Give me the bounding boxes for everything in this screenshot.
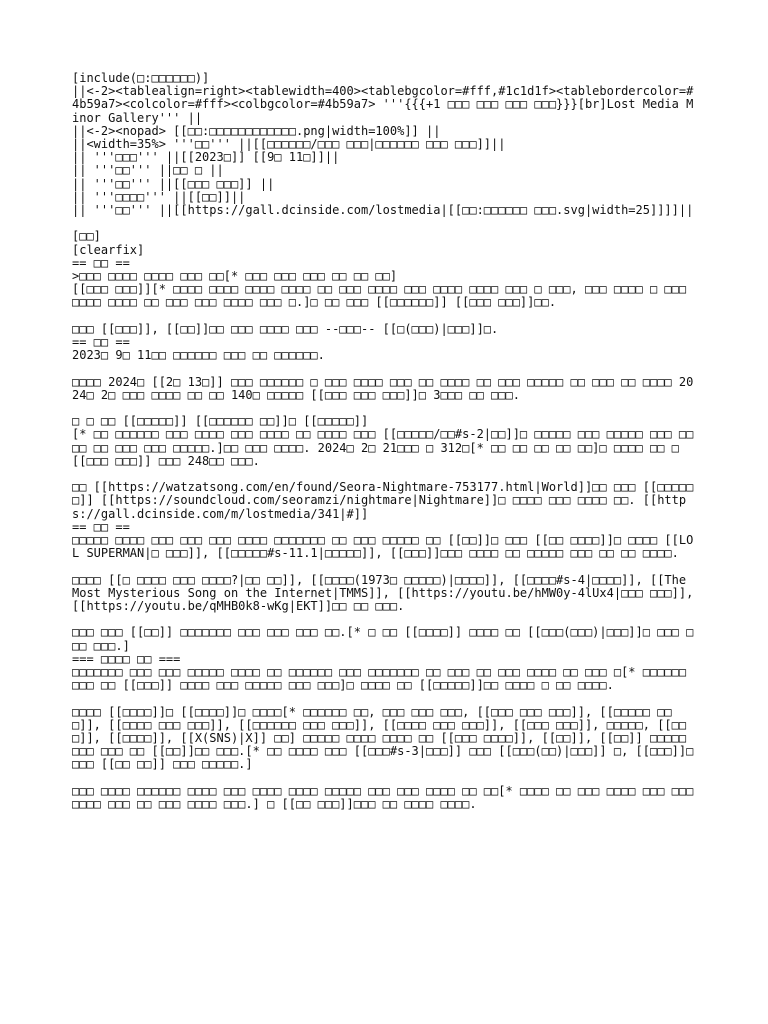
source-line: || '''□□''' ||[[https://gall.dcinside.com/lostmedia|[[□□:□□□□□□ □□□.svg|width=25]]]]||: [72, 203, 694, 218]
blank-line: [72, 772, 696, 785]
source-line: >□□□ □□□□ □□□□ □□□ □□[* □□□ □□□ □□□ □□ □□ □□]: [72, 269, 398, 284]
source-line: == □□ ==: [72, 255, 130, 270]
source-line: || '''□□□''' ||[[2023□]] [[9□ 11□]]||: [72, 150, 340, 165]
source-line: [□□]: [72, 229, 101, 244]
source-line: === □□□□ □□ ===: [72, 651, 181, 666]
source-line: □□□ □□□ [[□□]] □□□□□□□ □□□ □□□ □□□ □□.[* □ □□ [[□□□□]] □□□□ □□ [[□□□(□□□)|□□□]]□ □□□ □□□ □□□.]: [72, 625, 694, 653]
source-line: □□□ [[□□□]], [[□□]]□□ □□□ □□□□ □□□ --□□□-- [[□(□□□)|□□□]]□.: [72, 321, 499, 336]
source-line: [include(□:□□□□□□)]: [72, 71, 210, 85]
blank-line: [72, 560, 696, 573]
source-line: || '''□□□□''' ||[[□□]]||: [72, 189, 246, 204]
source-line: || '''□□''' ||□□ □ ||: [72, 163, 224, 178]
blank-line: [72, 310, 696, 323]
source-line: || '''□□''' ||[[□□□ □□□]] ||: [72, 176, 275, 191]
source-line: □□□□ [[□ □□□□ □□□ □□□□?|□□ □□]], [[□□□□(1973□ □□□□□)|□□□□]], [[□□□□#s-4|□□□□]], [[The Most Mysterious Song on the Internet|TMMS]], [[https://youtu.be/hMW0y-4lUx4|□□□ □□□]], [[https://youtu.be/qMHB0k8-wKg|EKT]]□□ □□ □□□.: [72, 572, 701, 614]
source-line: □□□□ 2024□ [[2□ 13□]] □□□ □□□□□□ □ □□□ □□□□ □□□ □□ □□□□ □□ □□□ □□□□□ □□ □□□ □□ □□□□ 2024□ 2□ □□□ □□□□ □□ □□ 140□ □□□□□ [[□□□ □□□ □□□]]□ 3□□□ □□ □□□.: [72, 374, 694, 402]
blank-line: [72, 692, 696, 705]
source-line: □□□ □□□□ □□□□□□ □□□□ □□□ □□□□ □□□□ □□□□□ □□□ □□□ □□□□ □□ □□[* □□□□ □□ □□□ □□□□ □□□ □□□ □□□□ □□□ □□ □□□ □□□□ □□□.] □ [[□□ □□□]]□□□ □□ □□□□ □□□□.: [72, 783, 701, 812]
source-line: ||<width=35%> '''□□''' ||[[□□□□□□/□□□ □□□|□□□□□□ □□□ □□□]]||: [72, 137, 506, 152]
source-line: 2023□ 9□ 11□□ □□□□□□ □□□ □□ □□□□□□.: [72, 348, 325, 363]
source-line: □□ [[https://watzatsong.com/en/found/Seora-Nightmare-753177.html|World]]□□ □□□ [[□□□□□□]] [[https://soundcloud.com/seoramzi/nightmare|Nightmare]]□ □□□□ □□□ □□□□ □□. [[https://gall.dcinside.com/m/lostmedia/341|#]]: [72, 480, 694, 521]
source-line: [[□□□ □□□]][* □□□□ □□□□ □□□□ □□□□ □□ □□□ □□□□ □□□ □□□□ □□□□ □□□ □ □□□, □□□ □□□□ □ □□□ □□□□ □□□□ □□ □□□ □□□ □□□□ □□□ □.]□ □□ □□□ [[□□□□□□]] [[□□□ □□□]]□□.: [72, 282, 694, 310]
blank-line: [72, 217, 696, 230]
source-line: □□□□□ □□□□ □□□ □□□ □□□ □□□□ □□□□□□□ □□ □□□ □□□□□ □□ [[□□]]□ □□□ [[□□ □□□□]]□ □□□□ [[LOL SUPERMAN|□ □□□]], [[□□□□□#s-11.1|□□□□□]], [[□□□]]□□□ □□□□ □□ □□□□□ □□□ □□ □□ □□□□.: [72, 533, 694, 561]
source-line: ||<-2><nopad> [[□□:□□□□□□□□□□□□.png|width=100%]] ||: [72, 123, 441, 138]
source-line: == □□ ==: [72, 335, 130, 350]
blank-line: [72, 362, 696, 375]
source-line: [* □□ □□□□□□ □□□ □□□□ □□□ □□□□ □□ □□□□ □□□ [[□□□□□/□□#s-2|□□]]□ □□□□□ □□□ □□□□□ □□□ □□□□ □□ □□□ □□□ □□□□□.]□□ □□□ □□□□. 2024□ 2□ 21□□□ □ 312□[* □□ □□ □□ □□ □□]□ □□□□ □□ □ [[□□□ □□□]] □□□ 248□□ □□□.: [72, 427, 694, 468]
source-line: == □□ ==: [72, 519, 130, 534]
source-line: □ □ □□ [[□□□□□]] [[□□□□□□ □□]]□ [[□□□□□]]: [72, 414, 369, 429]
source-line: [clearfix]: [72, 242, 145, 257]
source-line: ||<-2><tablealign=right><tablewidth=400><tablebgcolor=#fff,#1c1d1f><tablebordercolor=#4b59a7><colcolor=#fff><colbgcolor=#4b59a7> '''{{{+1 □□□ □□□ □□□ □□□}}}[br]Lost Media Minor Gallery''' ||: [72, 84, 694, 125]
wiki-source-text: [72, 71, 701, 812]
source-line: □□□□□□□ □□□ □□□ □□□□□ □□□□ □□ □□□□□□ □□□ □□□□□□□ □□ □□□ □□ □□□ □□□□ □□ □□□ □[* □□□□□□ □□□ □□ [[□□□]] □□□□ □□□ □□□□□ □□□ □□□]□ □□□□ □□ [[□□□□□]]□□ □□□□ □ □□ □□□□.: [72, 665, 694, 693]
source-line: □□□□ [[□□□□]]□ [[□□□□]]□ □□□□[* □□□□□□ □□, □□□ □□□ □□□, [[□□□ □□□ □□□]], [[□□□□□ □□□]], [[□□□□ □□□ □□□]], [[□□□□□□ □□□ □□□]], [[□□□□ □□□ □□□]], [[□□□ □□□]], □□□□□, [[□□□]], [[□□□□]], [[X(SNS)|X]] □□] □□□□□ □□□□ □□□□ □□ [[□□□ □□□□]], [[□□]], [[□□]] □□□□□ □□□ □□□ □□ [[□□]]□□ □□□.[* □□ □□□□ □□□ [[□□□#s-3|□□□]] □□□ [[□□□(□□)|□□□]] □, [[□□□]]□ □□□ [[□□ □□]] □□□ □□□□□.]: [72, 704, 701, 772]
